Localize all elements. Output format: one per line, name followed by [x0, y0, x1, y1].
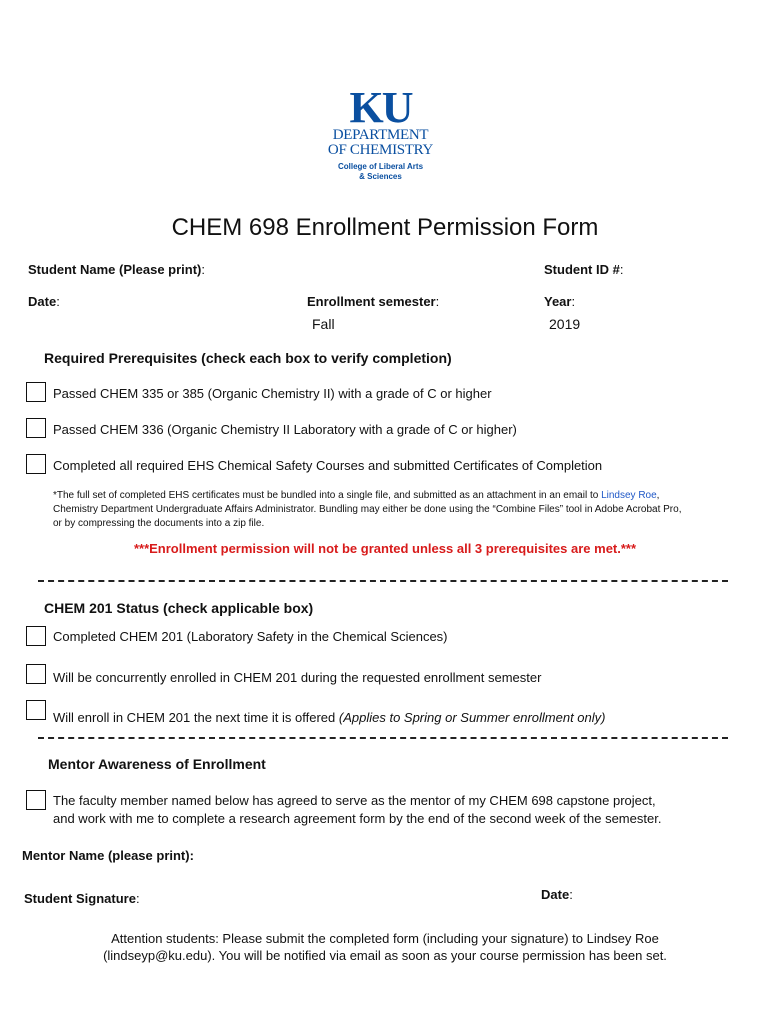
- prereq-checkbox-3[interactable]: [26, 454, 46, 474]
- section-divider-1: [38, 580, 728, 582]
- signature-date-label: Date:: [541, 887, 573, 902]
- submission-instructions: [60, 930, 710, 964]
- section-divider-2: [38, 737, 728, 739]
- instructions-line-1: Attention students: Please submit the completed form (including your signature) to Lindsey Roe: [111, 931, 659, 946]
- logo-college-line2: & Sciences: [359, 172, 402, 181]
- lindsey-roe-link[interactable]: Lindsey Roe: [601, 490, 657, 501]
- mentor-agreement-text: The faculty member named below has agreed to serve as the mentor of my CHEM 698 capstone project, and work with me to complete a research agreement form by the end of the second week of the semester.: [53, 793, 662, 826]
- mentor-heading: Mentor Awareness of Enrollment: [48, 756, 266, 772]
- prerequisites-heading: Required Prerequisites (check each box to verify completion): [44, 350, 452, 366]
- prerequisites-warning: ***Enrollment permission will not be granted unless all 3 prerequisites are met.***: [133, 541, 637, 556]
- instructions-line-2: (lindseyp@ku.edu). You will be notified via email as soon as your course permission has been set.: [103, 948, 667, 963]
- student-id-label: Student ID #:: [544, 262, 624, 277]
- date-label: Date:: [28, 294, 60, 309]
- chem201-item-3: Will enroll in CHEM 201 the next time it is offered (Applies to Spring or Summer enrollment only): [53, 710, 606, 725]
- year-value[interactable]: 2019: [549, 316, 581, 332]
- logo-college: [318, 162, 443, 182]
- enrollment-semester-label: Enrollment semester:: [307, 294, 440, 309]
- chem201-checkbox-1[interactable]: [26, 626, 46, 646]
- chem201-item-1: Completed CHEM 201 (Laboratory Safety in the Chemical Sciences): [53, 629, 448, 644]
- chem201-checkbox-3[interactable]: [26, 700, 46, 720]
- prereq-item-1: Passed CHEM 335 or 385 (Organic Chemistry II) with a grade of C or higher: [53, 386, 492, 401]
- prereq-item-3: Completed all required EHS Chemical Safety Courses and submitted Certificates of Completion: [53, 458, 603, 473]
- logo-ku-text: KU: [349, 83, 412, 132]
- prereq-item-2: Passed CHEM 336 (Organic Chemistry II Laboratory with a grade of C or higher): [53, 422, 517, 437]
- logo-dept-line2: OF CHEMISTRY: [327, 142, 434, 158]
- logo-dept-line1: DEPARTMENT: [332, 127, 429, 143]
- chem201-heading: CHEM 201 Status (check applicable box): [44, 600, 314, 616]
- mentor-name-label: Mentor Name (please print):: [22, 848, 194, 863]
- ehs-certificates-note: *The full set of completed EHS certificates must be bundled into a single file, and submitted as an attachment in an email to Lindsey Roe, Chemistry Department Undergraduate Affairs Administrator. Bundling may either be done using the “Combine Files” tool in Adobe Acrobat Pro, or by compressing the documents into a zip file.: [53, 490, 682, 529]
- student-signature-label: Student Signature:: [24, 891, 140, 906]
- enrollment-semester-value[interactable]: Fall: [312, 316, 335, 332]
- prereq-checkbox-1[interactable]: [26, 382, 46, 402]
- chem201-item-2: Will be concurrently enrolled in CHEM 201 during the requested enrollment semester: [53, 670, 542, 685]
- chem201-item-3-note: (Applies to Spring or Summer enrollment only): [338, 710, 606, 725]
- year-label: Year:: [544, 294, 576, 309]
- mentor-checkbox[interactable]: [26, 790, 46, 810]
- ku-chemistry-logo: [318, 83, 443, 182]
- form-title: CHEM 698 Enrollment Permission Form: [171, 214, 599, 241]
- student-name-label: Student Name (Please print):: [28, 262, 205, 277]
- logo-college-line1: College of Liberal Arts: [337, 162, 424, 171]
- chem201-checkbox-2[interactable]: [26, 664, 46, 684]
- prereq-checkbox-2[interactable]: [26, 418, 46, 438]
